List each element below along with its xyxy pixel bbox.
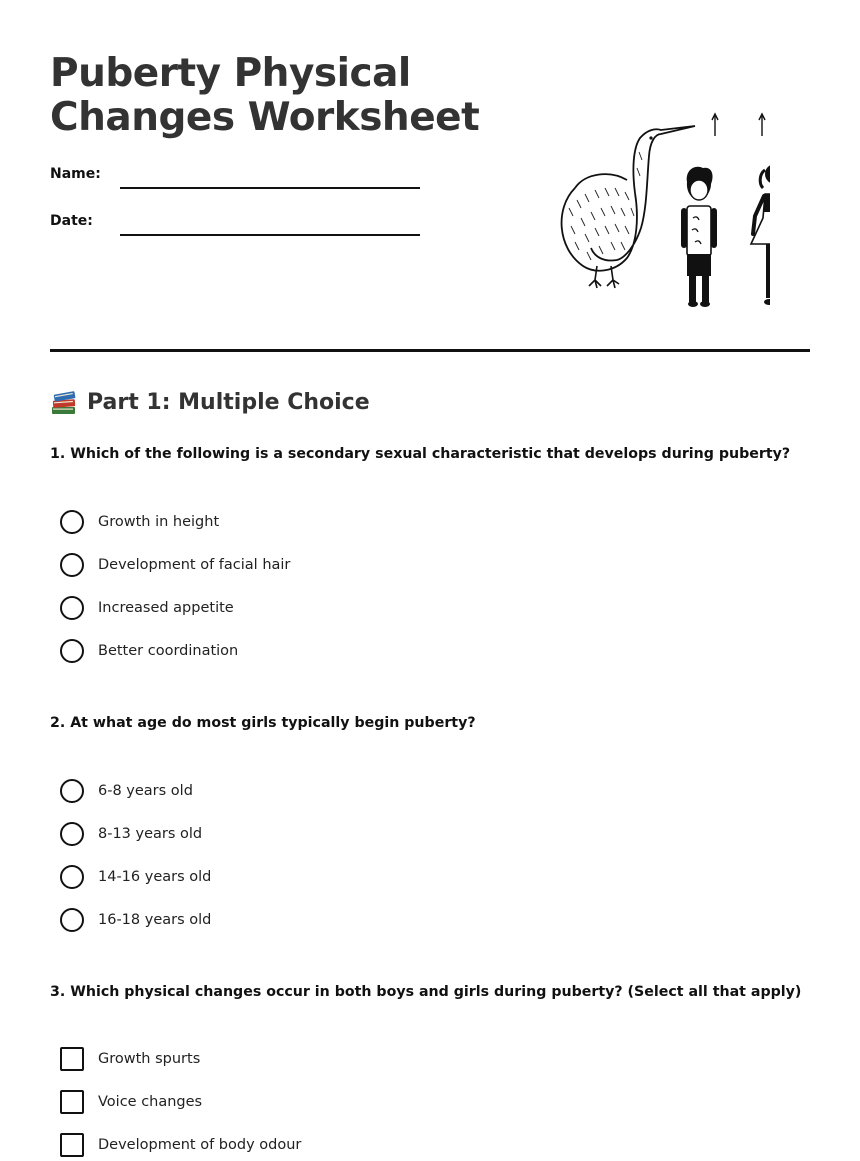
- radio-button[interactable]: [60, 822, 84, 846]
- q3-option-1[interactable]: [60, 1046, 200, 1072]
- option-label: 8-13 years old: [98, 826, 203, 842]
- title-line-2: Changes Worksheet: [50, 95, 480, 140]
- q2-option-4[interactable]: [60, 907, 211, 933]
- option-label: Growth spurts: [98, 1051, 201, 1067]
- option-label: Development of facial hair: [98, 557, 291, 573]
- question-3: 3. Which physical changes occur in both boys and girls during puberty? (Select all that apply): [50, 984, 802, 1000]
- radio-button[interactable]: [60, 865, 84, 889]
- option-label: Development of body odour: [98, 1137, 302, 1153]
- q1-option-1[interactable]: [60, 509, 219, 535]
- q2-option-3[interactable]: [60, 864, 211, 890]
- books-icon: [50, 388, 78, 416]
- option-label: 16-18 years old: [98, 912, 212, 928]
- option-label: 14-16 years old: [98, 869, 212, 885]
- radio-button[interactable]: [60, 553, 84, 577]
- part1-heading: [50, 388, 370, 416]
- radio-button[interactable]: [60, 779, 84, 803]
- boy-icon: [681, 167, 717, 307]
- header-divider: [50, 349, 810, 352]
- option-label: Better coordination: [98, 643, 239, 659]
- q2-option-2[interactable]: [60, 821, 202, 847]
- girl-icon: [751, 164, 770, 305]
- question-2: 2. At what age do most girls typically begin puberty?: [50, 715, 476, 731]
- date-label: Date:: [50, 213, 93, 229]
- title-line-1: Puberty Physical: [50, 51, 411, 96]
- option-label: Growth in height: [98, 514, 220, 530]
- option-label: Voice changes: [98, 1094, 203, 1110]
- question-1: 1. Which of the following is a secondary sexual characteristic that develops during puberty?: [50, 446, 791, 462]
- name-field[interactable]: [120, 187, 420, 189]
- page-title: [50, 52, 490, 140]
- part1-heading-text: Part 1: Multiple Choice: [87, 389, 370, 415]
- option-label: Increased appetite: [98, 600, 234, 616]
- q1-option-2[interactable]: [60, 552, 290, 578]
- radio-button[interactable]: [60, 596, 84, 620]
- checkbox[interactable]: [60, 1090, 84, 1114]
- checkbox[interactable]: [60, 1047, 84, 1071]
- date-field[interactable]: [120, 234, 420, 236]
- kiwi-bird-icon: [562, 126, 695, 288]
- radio-button[interactable]: [60, 639, 84, 663]
- option-label: 6-8 years old: [98, 783, 193, 799]
- radio-button[interactable]: [60, 510, 84, 534]
- checkbox[interactable]: [60, 1133, 84, 1157]
- q2-option-1[interactable]: [60, 778, 193, 804]
- up-arrow-icon: [712, 114, 770, 150]
- name-label: Name:: [50, 166, 101, 182]
- q1-option-4[interactable]: [60, 638, 238, 664]
- radio-button[interactable]: [60, 908, 84, 932]
- q3-option-2[interactable]: [60, 1089, 202, 1115]
- q1-option-3[interactable]: [60, 595, 234, 621]
- q3-option-3[interactable]: [60, 1132, 301, 1158]
- puberty-illustration: [555, 108, 770, 318]
